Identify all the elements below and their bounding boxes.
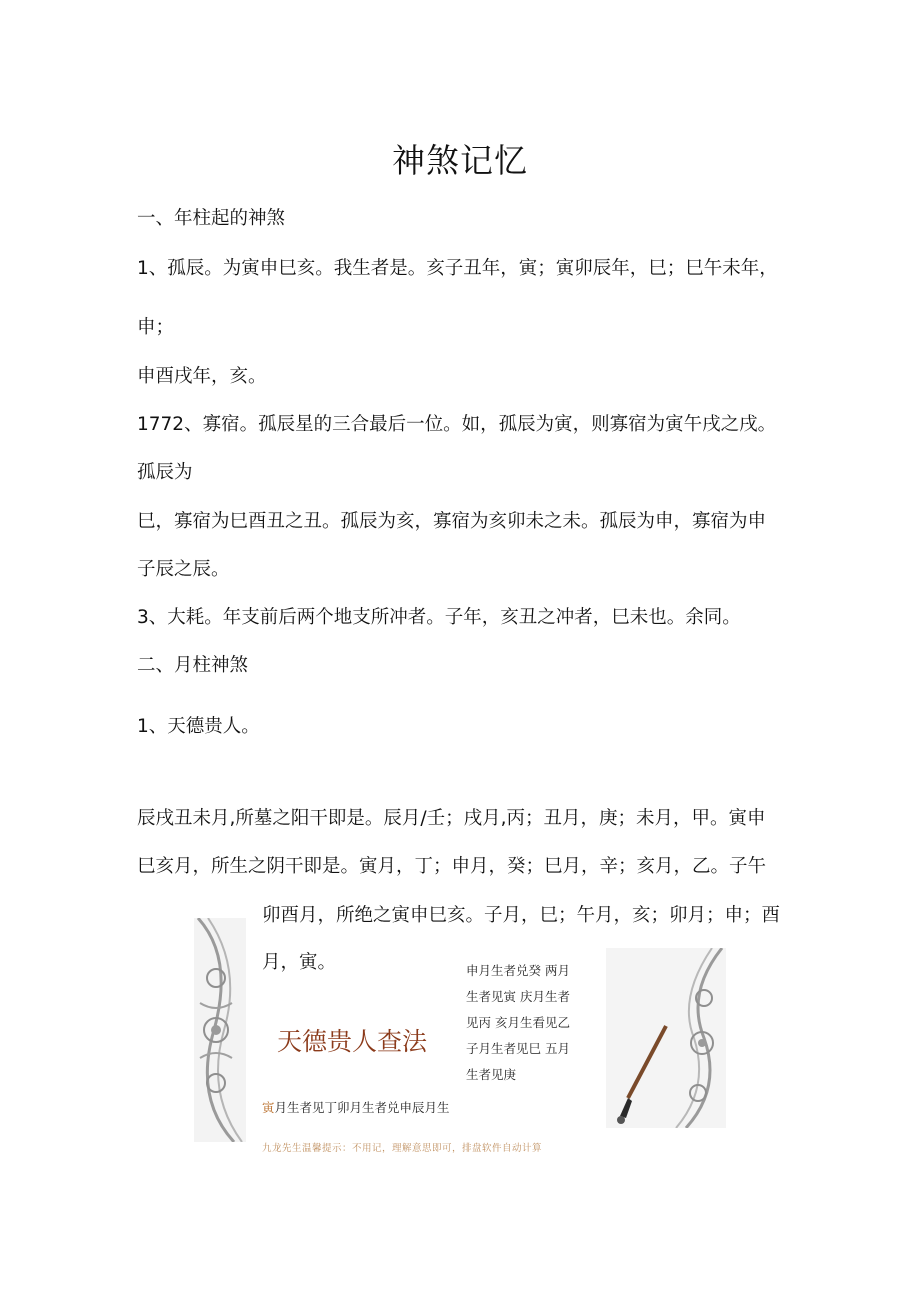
graphic-text-line: 见丙 亥月生看见乙: [466, 1015, 570, 1030]
paragraph-line: 3、大耗。年支前后两个地支所冲者。子年，亥丑之冲者，巳未也。余同。: [137, 607, 741, 628]
graphic-text-line: 生者见寅 庆月生者: [466, 989, 570, 1004]
paragraph-line: 申酉戌年，亥。: [137, 366, 267, 387]
graphic-heading: 天德贵人查法: [277, 1027, 428, 1056]
graphic-text-line: 生者见庚: [466, 1067, 517, 1082]
graphic-bottom-text: [262, 1098, 450, 1116]
paragraph-line: 1、孤辰。为寅申巳亥。我生者是。亥子丑年，寅；寅卯辰年，巳；巳午未年，: [137, 258, 778, 279]
paragraph-line: 月，寅。: [262, 952, 337, 973]
calligraphy-brush-icon: [606, 948, 726, 1128]
paragraph-line: 巳亥月，所生之阴干即是。寅月，丁；申月，癸；巳月，辛；亥月，乙。子午: [137, 856, 767, 877]
paragraph-line: 孤辰为: [137, 462, 193, 483]
page-title: 神煞记忆: [392, 141, 528, 180]
paragraph-line: 巳，寡宿为巳酉丑之丑。孤辰为亥，寡宿为亥卯未之未。孤辰为申，寡宿为申: [137, 511, 767, 532]
paragraph-line: 子辰之辰。: [137, 559, 230, 580]
graphic-text-line: 子月生者见巳 五月: [466, 1041, 570, 1056]
paragraph-line: 卯酉月，所绝之寅申巳亥。子月，巳；午月，亥；卯月；申；酉: [262, 905, 781, 926]
paragraph-line: 1772、寡宿。孤辰星的三合最后一位。如，孤辰为寅，则寡宿为寅午戌之戌。: [137, 414, 777, 435]
section-heading-year: 一、年柱起的神煞: [137, 208, 286, 229]
graphic-bottom-rest: 月生者见丁卯月生者兑申辰月生: [274, 1100, 450, 1115]
lattice-ornament-icon: [194, 918, 246, 1142]
highlight-char: 寅: [262, 1100, 275, 1115]
paragraph-line: 1、天德贵人。: [137, 716, 260, 737]
section-heading-month: 二、月柱神煞: [137, 655, 249, 676]
tip-text: 九龙先生温馨提示：不用记，理解意思即可，排盘软件自动计算: [262, 1143, 543, 1154]
paragraph-line: 申；: [137, 317, 175, 338]
graphic-text-line: 申月生者兑癸 两月: [466, 963, 570, 978]
paragraph-line: 辰戌丑未月,所墓之阳干即是。辰月/壬；戌月,丙；丑月，庚；未月，甲。寅申: [137, 808, 766, 829]
